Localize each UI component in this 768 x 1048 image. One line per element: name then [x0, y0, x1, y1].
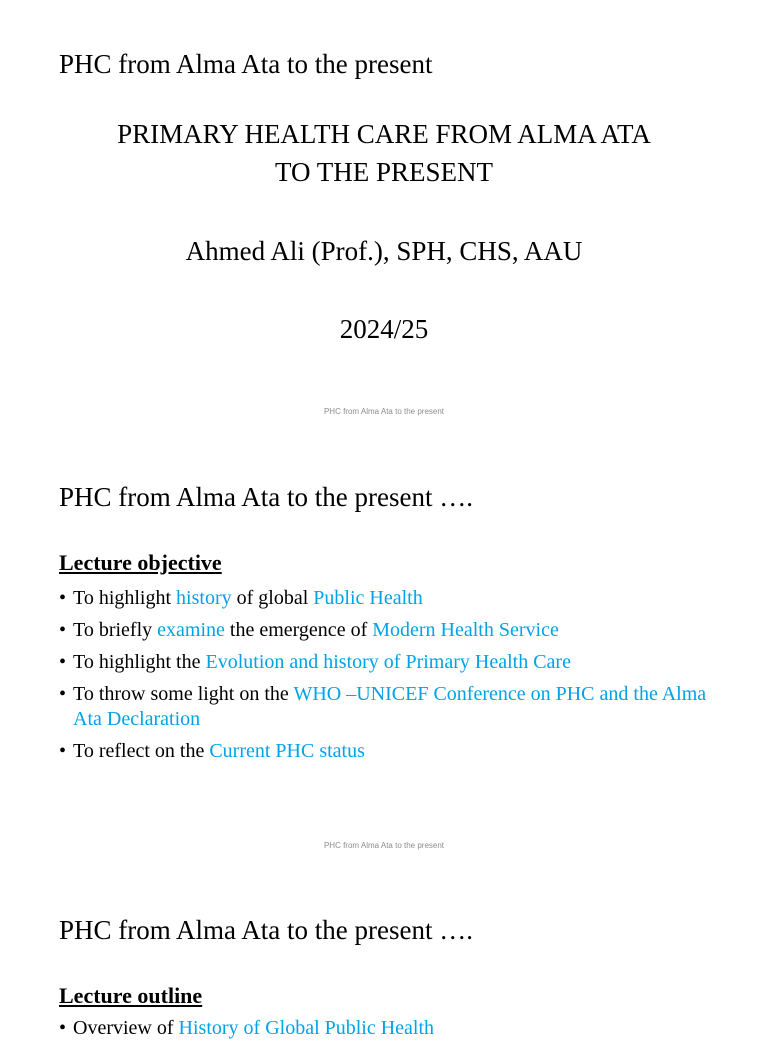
slide-header: PHC from Alma Ata to the present ….: [59, 915, 473, 945]
highlight-text: Public Health: [313, 587, 423, 609]
text: To throw some light on the: [73, 683, 294, 705]
highlight-text: examine: [157, 619, 225, 641]
slide-title-line-2: TO THE PRESENT: [274, 157, 494, 187]
bullet-icon: •: [59, 651, 67, 673]
author-line: Ahmed Ali (Prof.), SPH, CHS, AAU: [185, 236, 583, 266]
text: To highlight: [73, 587, 177, 609]
highlight-text: Evolution and history of Primary Health Care: [205, 651, 571, 673]
list-item: [59, 1016, 709, 1041]
text: of global: [231, 587, 314, 609]
text: To highlight the: [73, 651, 206, 673]
highlight-text: History of Global Public Health: [178, 1017, 435, 1039]
highlight-text: Modern Health Service: [372, 619, 559, 641]
highlight-text: Current PHC status: [209, 740, 365, 762]
slide-header: PHC from Alma Ata to the present: [59, 49, 433, 79]
text: the emergence of: [224, 619, 373, 641]
slide-footer: PHC from Alma Ata to the present: [323, 407, 445, 416]
text: Overview of: [73, 1017, 179, 1039]
slide-footer: PHC from Alma Ata to the present: [323, 841, 445, 850]
section-title: Lecture outline: [59, 983, 203, 1008]
academic-year: 2024/25: [339, 314, 429, 344]
bullet-icon: •: [59, 587, 67, 609]
bullet-icon: •: [59, 619, 67, 641]
highlight-text: WHO –UNICEF Conference on PHC and the Alma Ata Declaration: [73, 683, 707, 730]
bullet-icon: •: [59, 1017, 67, 1039]
bullet-icon: •: [59, 740, 67, 762]
bullet-icon: •: [59, 683, 67, 705]
highlight-text: history: [176, 587, 232, 609]
slide-title-line-1: PRIMARY HEALTH CARE FROM ALMA ATA: [117, 119, 651, 149]
outline-list: [59, 1016, 709, 1048]
slide-header: PHC from Alma Ata to the present ….: [59, 482, 473, 512]
text: To reflect on the: [73, 740, 210, 762]
section-title: Lecture objective: [59, 550, 222, 575]
text: To briefly: [73, 619, 158, 641]
